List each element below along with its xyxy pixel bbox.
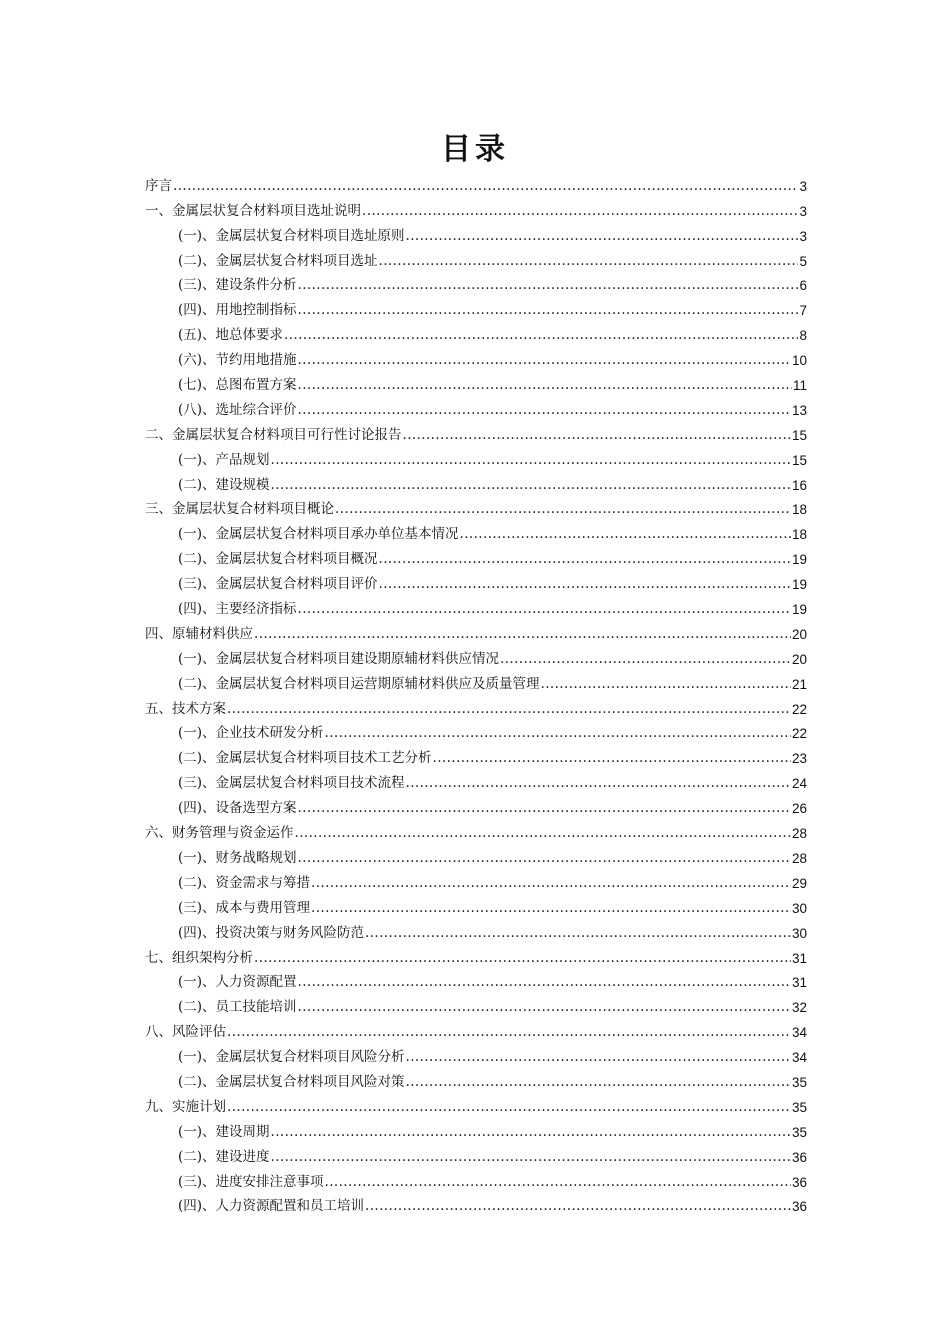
dot-leader bbox=[311, 900, 791, 921]
toc-chapter-entry[interactable] bbox=[145, 1020, 807, 1045]
toc-page-number: 22 bbox=[791, 726, 807, 742]
toc-entry-label: 三、金属层状复合材料项目概论 bbox=[145, 501, 334, 518]
toc-page-number: 30 bbox=[791, 900, 807, 916]
toc-page-number: 19 bbox=[791, 602, 807, 618]
page-title: 目录 bbox=[441, 132, 509, 167]
toc-section-entry[interactable] bbox=[145, 398, 807, 423]
toc-page-number: 34 bbox=[791, 1025, 807, 1041]
toc-page-number: 7 bbox=[799, 303, 807, 319]
toc-section-entry[interactable] bbox=[145, 547, 807, 572]
dot-leader bbox=[271, 1124, 791, 1145]
toc-page-number: 15 bbox=[791, 427, 807, 443]
dot-leader bbox=[298, 277, 799, 298]
toc-page-number: 3 bbox=[799, 228, 807, 244]
toc-entry-label: (一)、人力资源配置 bbox=[178, 974, 297, 991]
toc-chapter-entry[interactable] bbox=[145, 199, 807, 224]
toc-entry-label: (四)、投资决策与财务风险防范 bbox=[178, 924, 365, 941]
toc-section-entry[interactable] bbox=[145, 896, 807, 921]
toc-entry-label: 七、组织架构分析 bbox=[145, 949, 253, 966]
toc-entry-label: 八、风险评估 bbox=[145, 1024, 226, 1041]
toc-section-entry[interactable] bbox=[145, 971, 807, 996]
dot-leader bbox=[362, 203, 798, 224]
toc-page-number: 35 bbox=[791, 1074, 807, 1090]
toc-entry-label: 九、实施计划 bbox=[145, 1098, 226, 1115]
toc-section-entry[interactable] bbox=[145, 995, 807, 1020]
toc-entry-label: (八)、选址综合评价 bbox=[178, 401, 297, 418]
dot-leader bbox=[298, 377, 792, 398]
dot-leader bbox=[298, 352, 791, 373]
dot-leader bbox=[298, 601, 791, 622]
toc-chapter-entry[interactable] bbox=[145, 946, 807, 971]
toc-section-entry[interactable] bbox=[145, 597, 807, 622]
toc-page-number: 34 bbox=[791, 1050, 807, 1066]
toc-chapter-entry[interactable] bbox=[145, 423, 807, 448]
toc-page-number: 28 bbox=[791, 850, 807, 866]
toc-entry-label: (一)、建设周期 bbox=[178, 1123, 270, 1140]
dot-leader bbox=[284, 327, 798, 348]
dot-leader bbox=[254, 950, 791, 971]
toc-page-number: 20 bbox=[791, 651, 807, 667]
dot-leader bbox=[298, 402, 791, 423]
dot-leader bbox=[406, 1049, 791, 1070]
toc-chapter-entry[interactable] bbox=[145, 821, 807, 846]
toc-section-entry[interactable] bbox=[145, 1070, 807, 1095]
toc-entry-label: (三)、成本与费用管理 bbox=[178, 899, 311, 916]
dot-leader bbox=[271, 452, 791, 473]
toc-chapter-entry[interactable] bbox=[145, 622, 807, 647]
toc-page-number: 8 bbox=[799, 328, 807, 344]
toc-section-entry[interactable] bbox=[145, 572, 807, 597]
toc-section-entry[interactable] bbox=[145, 249, 807, 274]
toc-section-entry[interactable] bbox=[145, 871, 807, 896]
toc-section-entry[interactable] bbox=[145, 348, 807, 373]
dot-leader bbox=[325, 1174, 791, 1195]
dot-leader bbox=[271, 1149, 791, 1170]
toc-section-entry[interactable] bbox=[145, 298, 807, 323]
dot-leader bbox=[298, 850, 791, 871]
dot-leader bbox=[298, 999, 791, 1020]
toc-page-number: 28 bbox=[791, 826, 807, 842]
toc-entry-label: (四)、设备选型方案 bbox=[178, 800, 297, 817]
toc-entry-label: (一)、财务战略规划 bbox=[178, 849, 297, 866]
toc-page-number: 30 bbox=[791, 925, 807, 941]
toc-section-entry[interactable] bbox=[145, 323, 807, 348]
toc-section-entry[interactable] bbox=[145, 746, 807, 771]
dot-leader bbox=[335, 501, 791, 522]
toc-page-number: 29 bbox=[791, 875, 807, 891]
dot-leader bbox=[227, 1024, 791, 1045]
toc-page-number: 31 bbox=[791, 950, 807, 966]
toc-section-entry[interactable] bbox=[145, 1045, 807, 1070]
toc-entry-label: (三)、金属层状复合材料项目技术流程 bbox=[178, 775, 405, 792]
toc-page-number: 18 bbox=[791, 527, 807, 543]
toc-page-number: 31 bbox=[791, 975, 807, 991]
toc-page-number: 11 bbox=[792, 378, 807, 394]
dot-leader bbox=[379, 253, 799, 274]
toc-entry-label: 四、原辅材料供应 bbox=[145, 625, 253, 642]
toc-page-number: 24 bbox=[791, 776, 807, 792]
dot-leader bbox=[298, 974, 791, 995]
toc-page-number: 20 bbox=[791, 626, 807, 642]
toc-entry-label: (二)、金属层状复合材料项目概况 bbox=[178, 551, 378, 568]
dot-leader bbox=[295, 825, 791, 846]
dot-leader bbox=[254, 626, 791, 647]
toc-page-number: 36 bbox=[791, 1149, 807, 1165]
toc-section-entry[interactable] bbox=[145, 224, 807, 249]
toc-page-number: 35 bbox=[791, 1099, 807, 1115]
dot-leader bbox=[379, 576, 791, 597]
toc-entry-label: (二)、资金需求与筹措 bbox=[178, 874, 311, 891]
toc-entry-label: (四)、人力资源配置和员工培训 bbox=[178, 1198, 365, 1215]
dot-leader bbox=[365, 925, 791, 946]
toc-section-entry[interactable] bbox=[145, 1170, 807, 1195]
toc-entry-label: (七)、总图布置方案 bbox=[178, 377, 297, 394]
toc-entry-label: (三)、建设条件分析 bbox=[178, 277, 297, 294]
toc-entry-label: 序言 bbox=[145, 177, 172, 194]
toc-section-entry[interactable] bbox=[145, 522, 807, 547]
toc-entry-label: (五)、地总体要求 bbox=[178, 327, 284, 344]
toc-chapter-entry[interactable] bbox=[145, 1095, 807, 1120]
dot-leader bbox=[311, 875, 791, 896]
toc-entry-label: (四)、主要经济指标 bbox=[178, 601, 297, 618]
toc-page-number: 36 bbox=[791, 1199, 807, 1215]
dot-leader bbox=[406, 1074, 791, 1095]
dot-leader bbox=[365, 1198, 791, 1219]
toc-entry-label: 六、财务管理与资金运作 bbox=[145, 825, 294, 842]
toc-entry-label: (一)、产品规划 bbox=[178, 451, 270, 468]
toc-entry-label: (二)、建设规模 bbox=[178, 476, 270, 493]
toc-chapter-entry[interactable] bbox=[145, 174, 807, 199]
toc-section-entry[interactable] bbox=[145, 647, 807, 672]
toc-entry-label: (二)、员工技能培训 bbox=[178, 999, 297, 1016]
dot-leader bbox=[173, 178, 798, 199]
toc-section-entry[interactable] bbox=[145, 1145, 807, 1170]
toc-entry-label: 五、技术方案 bbox=[145, 700, 226, 717]
toc-section-entry[interactable] bbox=[145, 1120, 807, 1145]
toc-section-entry[interactable] bbox=[145, 448, 807, 473]
dot-leader bbox=[406, 775, 791, 796]
toc-page-number: 15 bbox=[791, 452, 807, 468]
dot-leader bbox=[460, 526, 791, 547]
toc-section-entry[interactable] bbox=[145, 373, 807, 398]
dot-leader bbox=[403, 427, 791, 448]
toc-page-number: 5 bbox=[799, 253, 807, 269]
toc-page-number: 6 bbox=[799, 278, 807, 294]
toc-entry-label: (三)、金属层状复合材料项目评价 bbox=[178, 576, 378, 593]
toc-entry-label: (二)、建设进度 bbox=[178, 1148, 270, 1165]
dot-leader bbox=[227, 701, 791, 722]
toc-page-number: 35 bbox=[791, 1124, 807, 1140]
toc-page-number: 19 bbox=[791, 577, 807, 593]
toc-page-number: 21 bbox=[791, 676, 807, 692]
toc-entry-label: (一)、金属层状复合材料项目选址原则 bbox=[178, 227, 405, 244]
dot-leader bbox=[227, 1099, 791, 1120]
dot-leader bbox=[433, 750, 791, 771]
dot-leader bbox=[298, 800, 791, 821]
toc-entry-label: (二)、金属层状复合材料项目风险对策 bbox=[178, 1073, 405, 1090]
toc-entry-label: (一)、金属层状复合材料项目建设期原辅材料供应情况 bbox=[178, 650, 500, 667]
toc-section-entry[interactable] bbox=[145, 771, 807, 796]
toc-entry-label: (一)、金属层状复合材料项目承办单位基本情况 bbox=[178, 526, 459, 543]
dot-leader bbox=[325, 725, 791, 746]
toc-entry-label: (四)、用地控制指标 bbox=[178, 302, 297, 319]
toc-section-entry[interactable] bbox=[145, 473, 807, 498]
toc-page-number: 23 bbox=[791, 751, 807, 767]
toc-entry-label: (一)、企业技术研发分析 bbox=[178, 725, 324, 742]
toc-entry-label: (二)、金属层状复合材料项目选址 bbox=[178, 252, 378, 269]
toc-entry-label: (一)、金属层状复合材料项目风险分析 bbox=[178, 1049, 405, 1066]
toc-page-number: 10 bbox=[791, 353, 807, 369]
toc-section-entry[interactable] bbox=[145, 1195, 807, 1220]
dot-leader bbox=[298, 302, 799, 323]
toc-page-number: 22 bbox=[791, 701, 807, 717]
toc-entry-label: (三)、进度安排注意事项 bbox=[178, 1173, 324, 1190]
toc-page-number: 26 bbox=[791, 801, 807, 817]
dot-leader bbox=[271, 477, 791, 498]
toc-section-entry[interactable] bbox=[145, 722, 807, 747]
toc-page-number: 18 bbox=[791, 502, 807, 518]
toc-entry-label: (六)、节约用地措施 bbox=[178, 352, 297, 369]
toc-page-number: 32 bbox=[791, 1000, 807, 1016]
dot-leader bbox=[500, 651, 791, 672]
table-of-contents bbox=[145, 174, 807, 1219]
toc-page-number: 13 bbox=[791, 402, 807, 418]
toc-section-entry[interactable] bbox=[145, 846, 807, 871]
dot-leader bbox=[379, 551, 791, 572]
toc-section-entry[interactable] bbox=[145, 274, 807, 299]
dot-leader bbox=[541, 676, 791, 697]
toc-chapter-entry[interactable] bbox=[145, 697, 807, 722]
toc-page-number: 3 bbox=[799, 203, 807, 219]
toc-page-number: 36 bbox=[791, 1174, 807, 1190]
dot-leader bbox=[406, 228, 799, 249]
toc-entry-label: (二)、金属层状复合材料项目运营期原辅材料供应及质量管理 bbox=[178, 675, 540, 692]
toc-section-entry[interactable] bbox=[145, 672, 807, 697]
toc-section-entry[interactable] bbox=[145, 796, 807, 821]
toc-page-number: 16 bbox=[791, 477, 807, 493]
toc-entry-label: 二、金属层状复合材料项目可行性讨论报告 bbox=[145, 426, 402, 443]
toc-entry-label: (二)、金属层状复合材料项目技术工艺分析 bbox=[178, 750, 432, 767]
toc-section-entry[interactable] bbox=[145, 921, 807, 946]
toc-chapter-entry[interactable] bbox=[145, 498, 807, 523]
toc-page-number: 3 bbox=[799, 178, 807, 194]
toc-entry-label: 一、金属层状复合材料项目选址说明 bbox=[145, 202, 361, 219]
toc-page-number: 19 bbox=[791, 552, 807, 568]
